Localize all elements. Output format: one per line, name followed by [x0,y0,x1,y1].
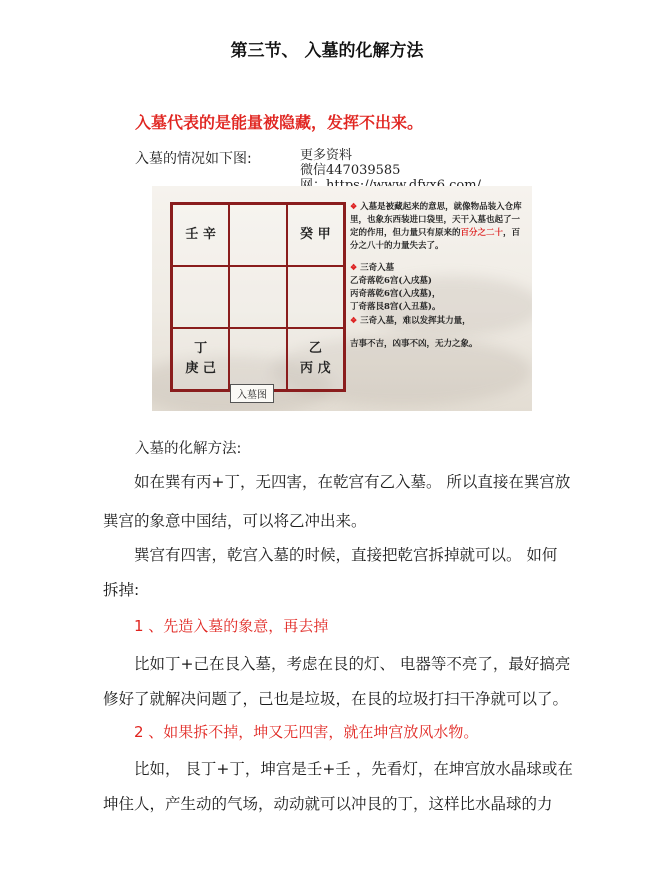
watermark-line-2: 微信447039585 [300,163,401,178]
palace-cell-top-middle [229,204,286,266]
para3-line1: 比如丁+己在艮入墓，考虑在艮的灯、 电器等不亮了，最好搞亮 [134,655,571,673]
note-1: ❖ 入墓是被藏起来的意思，就像物品装入仓库里，也象东西装进口袋里，天干入墓也起了一定的作用，但力量只有原来的百分之二十，百分之八十的力量失去了。 [350,201,522,251]
note-2-line-1: 乙奇落乾6宫(入戌墓) [350,276,432,286]
intro-statement: 入墓代表的是能量被隐藏，发挥不出来。 [135,113,424,132]
para1-line2: 巽宫的象意中国结，可以将乙冲出来。 [103,512,367,530]
para3-line2: 修好了就解决问题了，己也是垃圾，在艮的垃圾打扫干净就可以了。 [103,690,569,708]
palace-cell-bottom-left: 丁 庚 己 [172,328,229,390]
page-title: 第三节、 入墓的化解方法 [230,41,424,61]
para4-line1: 比如， 艮丁+丁，坤宫是壬+壬 ，先看灯，在坤宫放水晶球或在 [134,760,573,778]
palace-cell-middle-right [287,266,344,328]
note-2-line-2: 丙奇落乾6宫(入戌墓)， [350,289,441,299]
step-1-heading: 1 、先造入墓的象意，再去掉 [134,617,329,635]
palace-cell-top-left: 壬 辛 [172,204,229,266]
situation-label: 入墓的情况如下图: [135,151,252,167]
note-4: 吉事不吉，凶事不凶，无力之象。 [350,339,478,349]
para2-line1: 巽宫有四害，乾宫入墓的时候，直接把乾宫拆掉就可以。 如何 [134,546,558,564]
watermark-line-1: 更多资料 [300,148,353,163]
para1-line1: 如在巽有丙+丁，无四害，在乾宫有乙入墓。 所以直接在巽宫放 [134,473,571,491]
note-2-title: ❖ 三奇入墓 [350,262,395,273]
palace-cell-bottom-right: 乙 丙 戊 [287,328,344,390]
palace-cell-center [229,266,286,328]
diamond-bullet-icon: ❖ [350,315,358,325]
section-label: 入墓的化解方法: [135,441,242,457]
para4-line2: 坤住人，产生动的气场，动动就可以冲艮的丁，这样比水晶球的力 [103,795,553,813]
diamond-bullet-icon: ❖ [350,262,358,272]
nine-palace-grid [170,202,346,392]
figure-caption: 入墓图 [230,384,274,403]
note-2-line-3: 丁奇落艮8宫(入丑墓)。 [350,302,441,312]
palace-cell-bottom-middle [229,328,286,390]
step-2-heading: 2 、如果拆不掉，坤又无四害，就在坤宫放风水物。 [134,723,479,741]
ru-mu-figure [152,186,532,411]
para2-line2: 拆掉: [103,581,140,599]
palace-cell-middle-left [172,266,229,328]
note-3: ❖ 三奇入墓，难以发挥其力量， [350,315,471,326]
palace-cell-top-right: 癸 甲 [287,204,344,266]
figure-notes [350,200,528,351]
diamond-bullet-icon: ❖ [350,201,358,211]
